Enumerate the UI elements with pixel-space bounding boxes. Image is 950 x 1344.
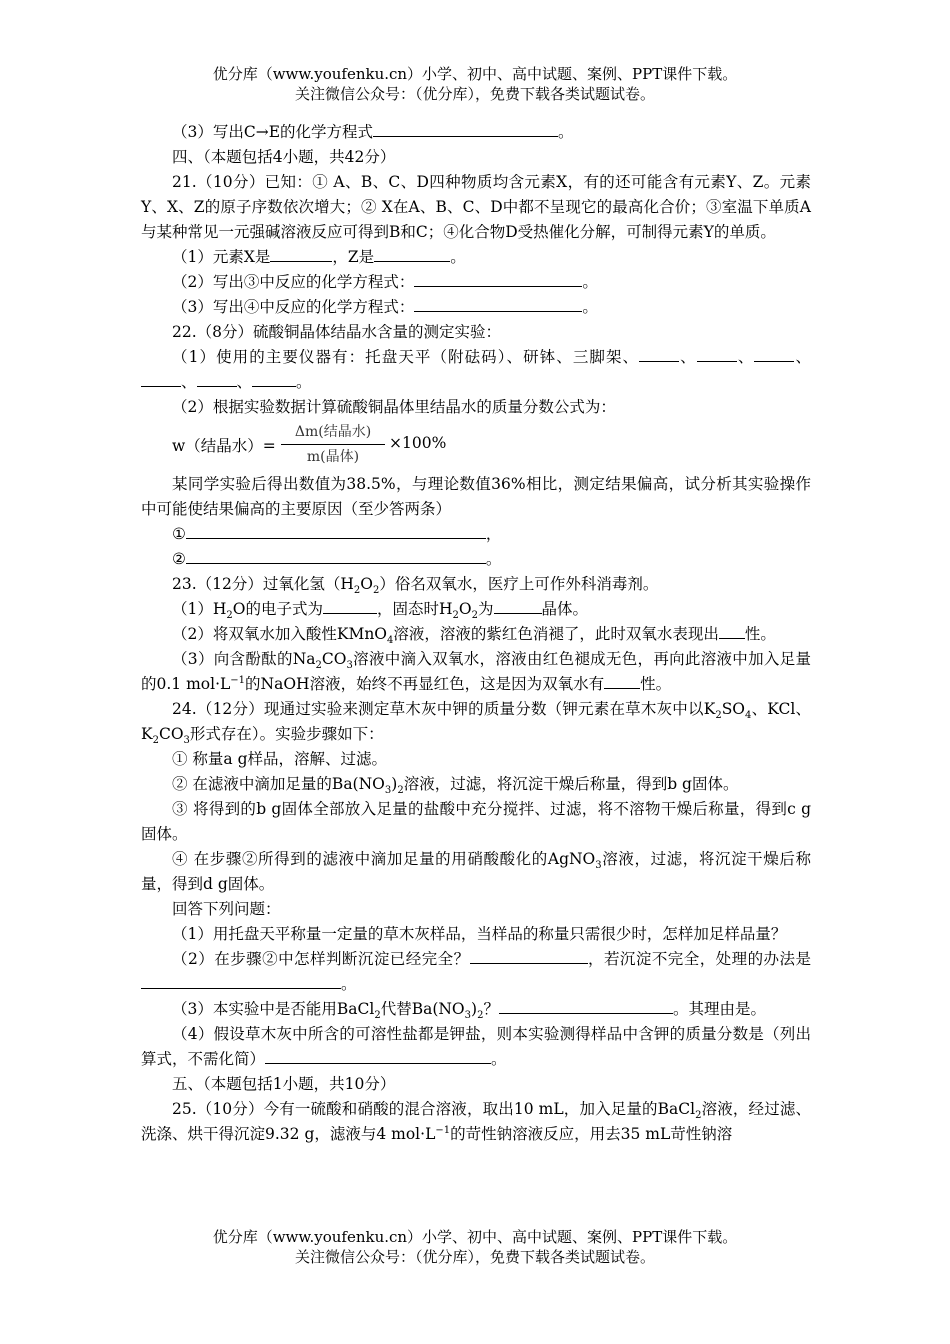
answer-blank[interactable] [499,997,673,1014]
q22-part-2: （2）根据实验数据计算硫酸铜晶体里结晶水的质量分数公式为： [172,398,616,416]
q24-step-4: ④ 在步骤②所得到的滤液中滴加足量的用硝酸酸化的AgNO$_3$溶液，过滤，将沉淀干燥后称量，得到d g固体。 [141,850,811,893]
q20-3-line: （3）写出C→E的化学方程式 。 [141,120,811,145]
section-4-heading: 四、（本题包括4小题，共42分） [172,148,396,166]
q25-stem: 25.（10分）今有一硫酸和硝酸的混合溶液，取出10 mL，加入足量的BaCl$_2$溶液，经过滤、洗涤、烘干得沉淀9.32 g，滤液与4 $mol\cdot L^{-1}$的苛性钠溶液反应，用去35 mL苛性钠溶 [141,1100,811,1143]
answer-blank[interactable] [604,672,640,689]
q21-part-3: （3）写出④中反应的化学方程式： 。 [141,295,811,320]
formula-percent: ×100% [389,434,447,452]
q24-answer-prompt: 回答下列问题： [172,900,281,918]
answer-blank[interactable] [186,547,486,564]
answer-blank[interactable] [141,370,181,387]
answer-blank[interactable] [323,597,377,614]
answer-blank[interactable] [373,120,558,137]
answer-blank[interactable] [754,345,794,362]
section-5-heading: 五、（本题包括1小题，共10分） [172,1075,396,1093]
q24-part-4: （4）假设草木灰中所含的可溶性盐都是钾盐，则本实验测得样品中含钾的质量分数是（列出算式，不需化简） 。 [141,1025,811,1068]
header-line-2: 关注微信公众号：（优分库），免费下载各类试题试卷。 [294,85,655,103]
answer-blank[interactable] [374,245,450,262]
water-fraction-formula [141,422,811,470]
answer-blank[interactable] [697,345,737,362]
q21-part-2: （2）写出③中反应的化学方程式： 。 [141,270,811,295]
answer-blank[interactable] [639,345,679,362]
fraction-denominator: m(晶体) [306,449,360,465]
header-line-1: 优分库（www.youfenku.cn）小学、初中、高中试题、案例、PPT课件下载。 [212,65,738,83]
q23-part-3: （3）向含酚酞的$Na_2CO_3$溶液中滴入双氧水，溶液由红色褪成无色，再向此溶液中加入足量的0.1 $mol\cdot L^{-1}$的NaOH溶液，始终不再显红色，这是因为双氧水有 性。 [141,650,811,693]
answer-blank[interactable] [186,522,486,539]
answer-blank[interactable] [252,370,296,387]
q24-part-2: （2）在步骤②中怎样判断沉淀已经完全？ ，若沉淀不完全，处理的办法是。 [141,947,811,997]
q24-step-2: ② 在滤液中滴加足量的$Ba(NO_3)_2$溶液，过滤，将沉淀干燥后称量，得到b g固体。 [172,775,739,797]
q22-reason-1: ① ， [141,522,811,547]
q24-step-1: ① 称量a g样品，溶解、过滤。 [172,750,388,768]
q21-stem: 21.（10分）已知：① A、B、C、D四种物质均含元素X，有的还可能含有元素Y、Z。元素Y、X、Z的原子序数依次增大；② X在A、B、C、D中都不呈现它的最高化合价；③室温下单质A与某种常见一元强碱溶液反应可得到B和C；④化合物D受热催化分解，可制得元素Y的单质。 [141,173,811,241]
formula-fraction [281,422,385,467]
q23-part-2: （2）将双氧水加入酸性KMnO$_4$溶液，溶液的紫红色消褪了，此时双氧水表现出 性。 [141,622,811,647]
fraction-numerator: Δm(结晶水) [294,424,372,440]
q21-part-1: （1）元素X是 ，Z是 。 [141,245,811,270]
q22-reason-2: ② 。 [141,547,811,572]
page-footer [0,1227,950,1267]
answer-blank[interactable] [265,1047,491,1064]
q24-step-3: ③ 将得到的b g固体全部放入足量的盐酸中充分搅拌、过滤，将不溶物干燥后称量，得到c g固体。 [141,800,811,843]
q24-part-1: （1）用托盘天平称量一定量的草木灰样品，当样品的称量只需很少时，怎样加足样品量？ [172,925,787,943]
answer-blank[interactable] [197,370,237,387]
formula-label: w（结晶水）= [172,437,276,455]
document-body [141,120,811,1147]
page-header [0,64,950,104]
q22-part-1: （1）使用的主要仪器有：托盘天平（附砝码）、研钵、三脚架、 、 、 、、 、 。 [141,345,811,395]
q23-part-1: $(1)H_2O$的电子式为 ，固态时$H_2O_2$为 晶体。 [141,597,811,622]
q24-stem: 24.（12分）现通过实验来测定草木灰中钾的质量分数（钾元素在草木灰中以$K_2SO_4$、KCl、$K_2CO_3$形式存在）。实验步骤如下： [141,700,811,747]
q23-stem: 23.（12分）过氧化氢$(H_2O_2)$俗名双氧水，医疗上可作外科消毒剂。 [172,575,659,597]
answer-blank[interactable] [414,295,582,312]
footer-line-2: 关注微信公众号：（优分库），免费下载各类试题试卷。 [294,1248,655,1266]
q24-part-3: （3）本实验中是否能用BaCl$_2$代替$Ba(NO_3)_2$？ 。其理由是。 [141,997,811,1022]
answer-blank[interactable] [414,270,582,287]
answer-blank[interactable] [470,947,588,964]
footer-line-1: 优分库（www.youfenku.cn）小学、初中、高中试题、案例、PPT课件下载。 [212,1228,738,1246]
q22-paragraph: 某同学实验后得出数值为38.5%，与理论数值36%相比，测定结果偏高，试分析其实验操作中可能使结果偏高的主要原因（至少答两条） [141,475,811,518]
answer-blank[interactable] [270,245,332,262]
fraction-bar [281,444,385,445]
q22-stem: 22.（8分）硫酸铜晶体结晶水含量的测定实验： [172,323,502,341]
answer-blank[interactable] [719,622,745,639]
answer-blank[interactable] [141,972,341,989]
answer-blank[interactable] [494,597,542,614]
